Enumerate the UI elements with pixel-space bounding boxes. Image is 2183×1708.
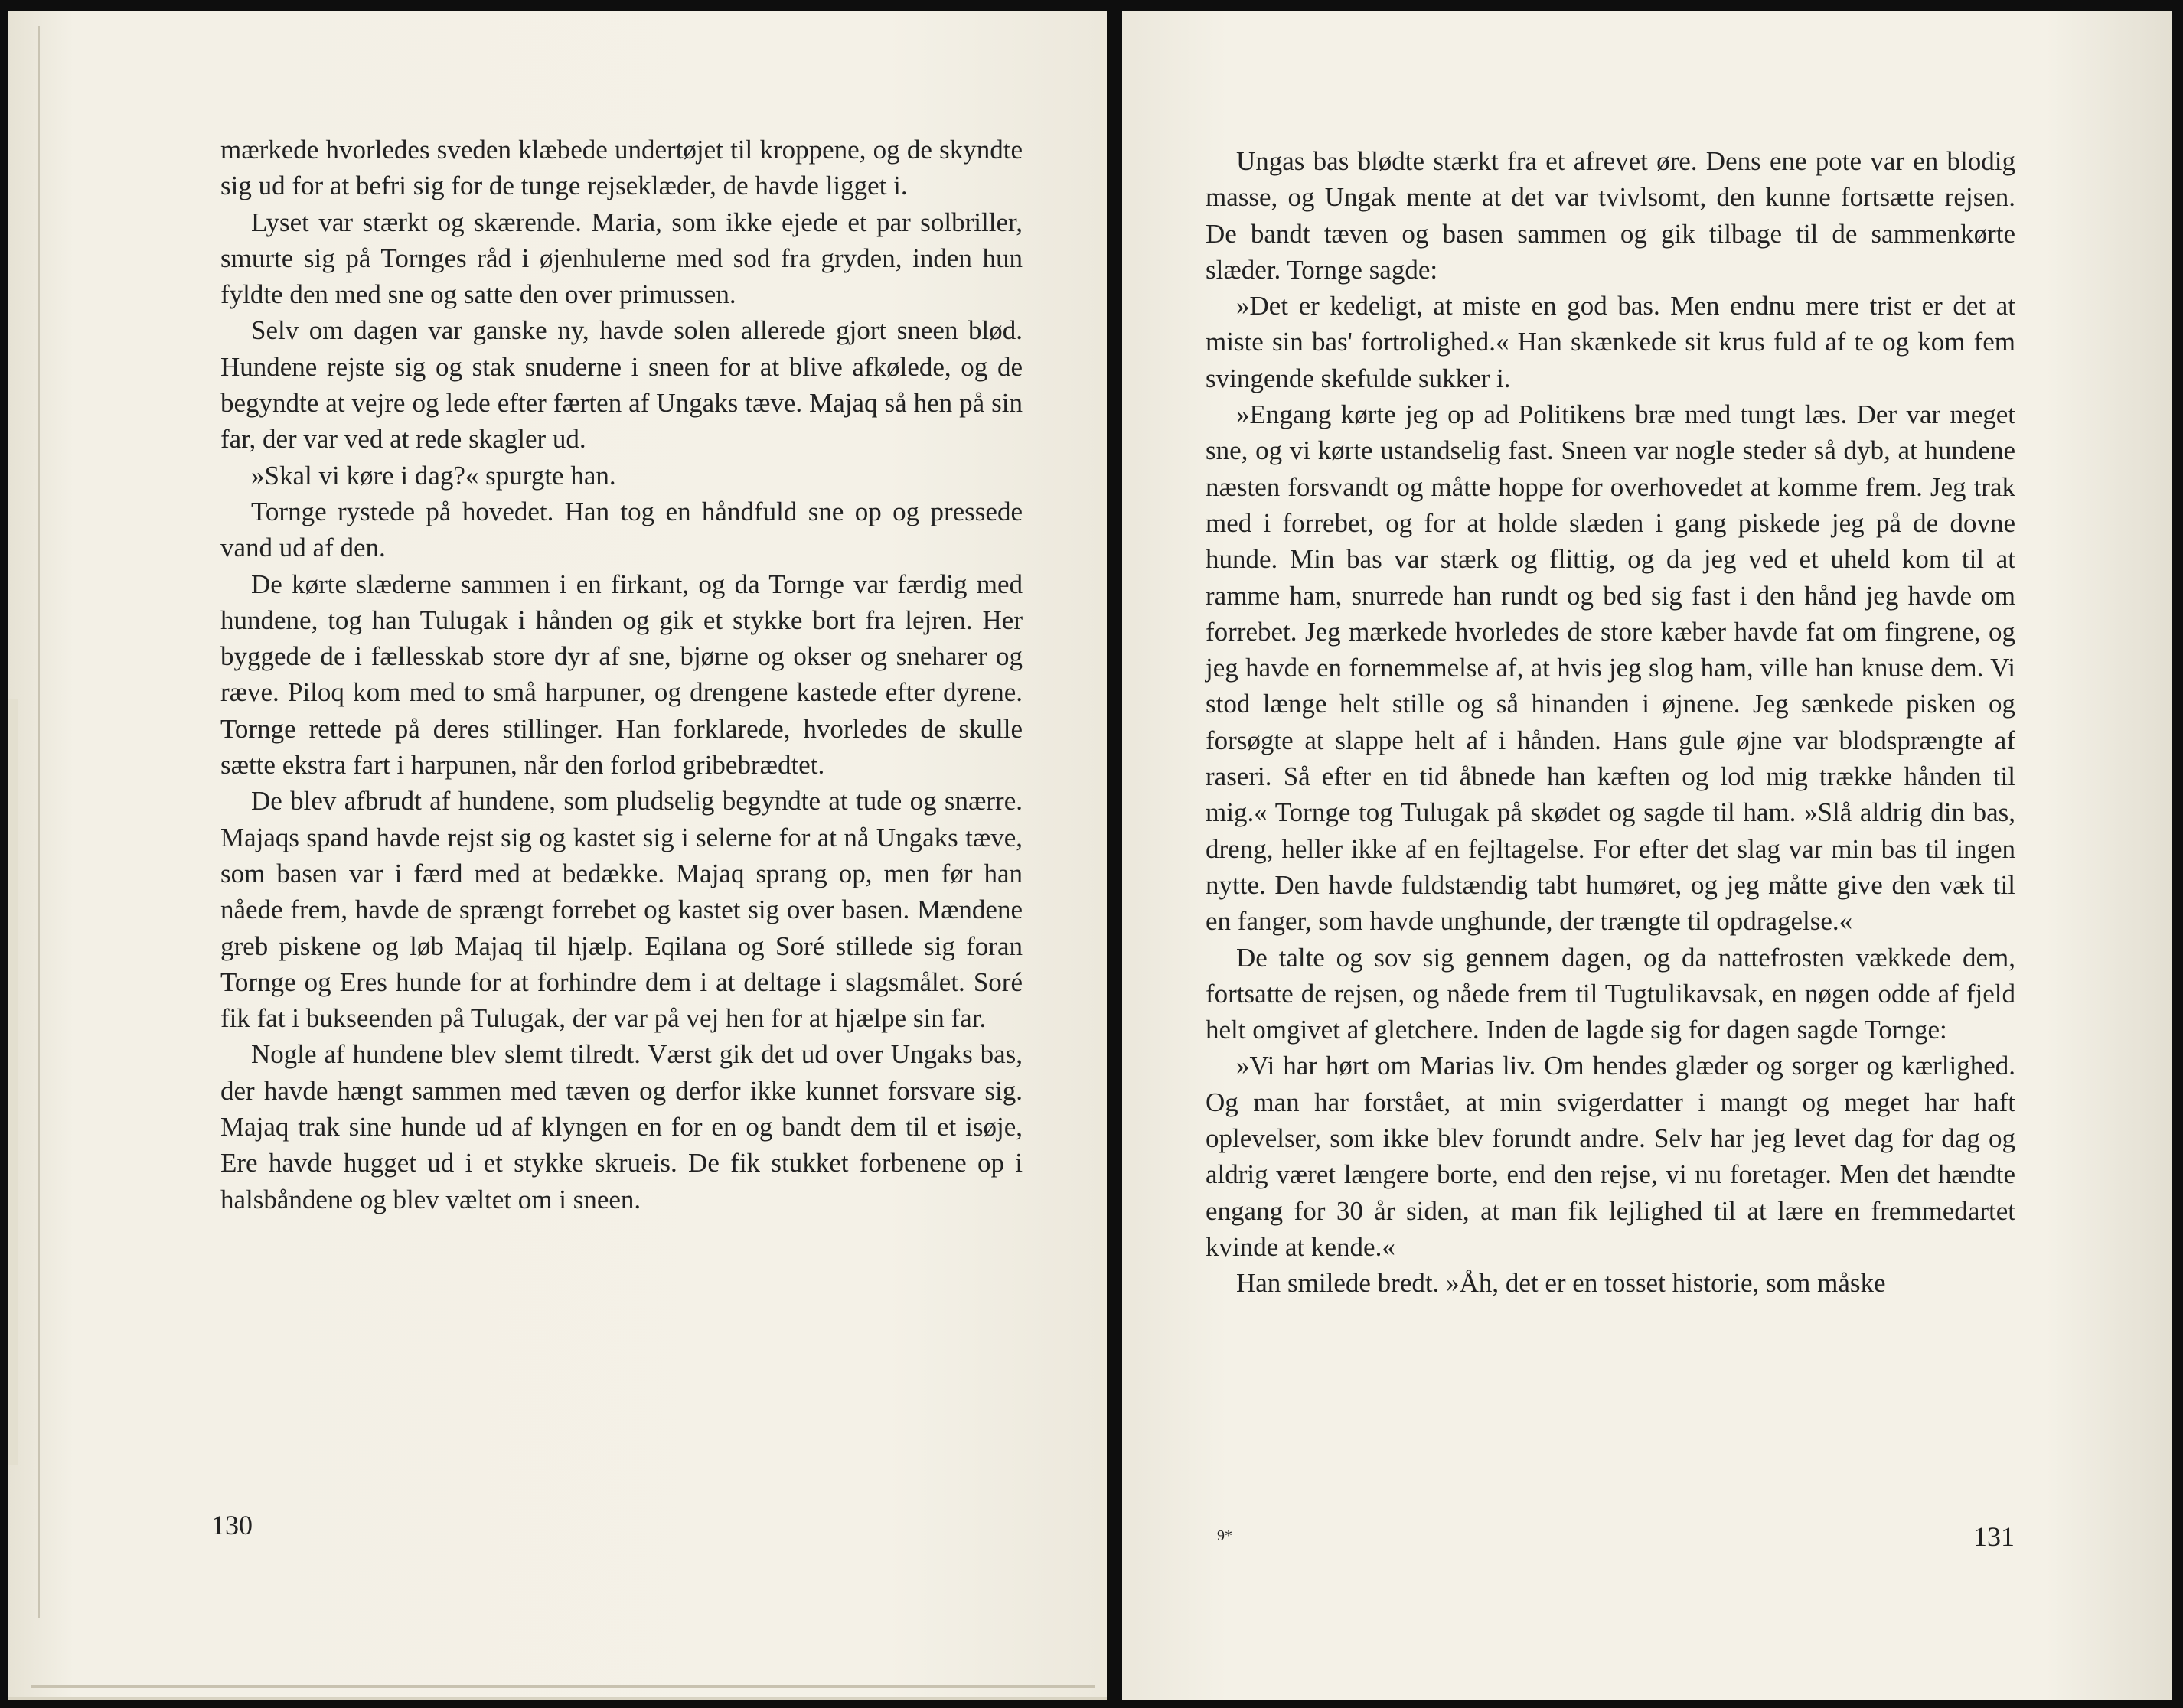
- paragraph: Nogle af hundene blev slemt tilredt. Værst gik det ud over Ungaks bas, der havde hængt sammen med tæven og derfor ikke kunnet forsvare sig. Majaq trak sine hunde ud af klyngen en for en og bandt dem til et isøje, Ere havde hugget ud i et stykke skrueis. De fik stukket forbenene op i halsbåndene og blev væltet om i sneen.: [220, 1039, 1023, 1214]
- paragraph: De talte og sov sig gennem dagen, og da nattefrosten vækkede dem, fortsatte de rejsen, og nåede frem til Tugtulikavsak, en nøgen odde af fjeld helt omgivet af gletchere. Inden de lagde sig for dagen sagde Tornge:: [1206, 942, 2015, 1045]
- page-number: 130: [211, 1510, 253, 1540]
- paragraph: mærkede hvorledes sveden klæbede undertøjet til kroppene, og de skyndte sig ud for at befri sig for de tunge rejseklæder, de havde ligget i.: [220, 135, 1023, 201]
- right-page: [1122, 11, 2172, 1700]
- page-number: 131: [1973, 1521, 2015, 1552]
- paragraph: »Det er kedeligt, at miste en god bas. Men endnu mere trist er det at miste sin bas' fortrolighed.« Han skænkede sit krus fuld af te og kom fem svingende skefulde sukker i.: [1206, 291, 2015, 393]
- paragraph: De blev afbrudt af hundene, som pludselig begyndte at tude og snærre. Majaqs spand havde rejst sig og kastet sig i selerne for at nå Ungaks tæve, som basen var i færd med at bedække. Majaq sprang op, men før han nåede frem, havde de sprængt forrebet og kastet sig over basen. Mændene greb piskene og løb Majaq til hjælp. Eqilana og Soré stillede sig foran Tornge og Eres hunde for at forhindre dem i at deltage i slagsmålet. Soré fik fat i bukseenden på Tulugak, der var på vej hen for at hjælpe sin far.: [220, 786, 1023, 1034]
- paragraph: Selv om dagen var ganske ny, havde solen allerede gjort sneen blød. Hundene rejste sig og stak snuderne i sneen for at blive afkølede, og de begyndte at vejre og lede efter færten af Ungaks tæve. Majaq så hen på sin far, der var ved at rede skagler ud.: [220, 315, 1023, 455]
- paragraph: De kørte slæderne sammen i en firkant, og da Tornge var færdig med hundene, tog han Tulugak i hånden og gik et stykke bort fra lejren. Her byggede de i fællesskab store dyr af sne, bjørne og okser og sneharer og ræve. Piloq kom med to små harpuner, og drengene kastede efter dyrene. Tornge rettede på deres stillinger. Han forklarede, hvorledes de skulle sætte ekstra fart i harpunen, når den forlod gribebrædtet.: [220, 569, 1023, 781]
- paragraph: »Vi har hørt om Marias liv. Om hendes glæder og sorger og kærlighed. Og man har forstået, at min svigerdatter i mangt og meget har haft oplevelser, som ikke blev forundt andre. Selv har jeg levet dag for dag og aldrig været længere borte, end den rejse, vi nu foretager. Men det hændte engang for 30 år siden, at man fik lejlighed til at lære en fremmedartet kvinde at kende.«: [1206, 1051, 2015, 1262]
- paragraph: Han smilede bredt. »Åh, det er en tosset historie, som måske: [1236, 1268, 1886, 1299]
- paragraph: Lyset var stærkt og skærende. Maria, som ikke ejede et par solbriller, smurte sig på Tornges råd i øjenhulerne med sod fra gryden, inden hun fyldte den med sne og satte den over primussen.: [220, 207, 1023, 310]
- left-page-text: [220, 132, 1023, 1217]
- paragraph: »Skal vi køre i dag?« spurgte han.: [251, 460, 616, 491]
- paragraph: »Engang kørte jeg op ad Politikens bræ med tungt læs. Der var meget sne, og vi kørte ustandselig fast. Sneen var nogle steder så dyb, at hundene næsten forsvandt og måtte hoppe for overhovedet at komme frem. Jeg trak med i forrebet, og for at holde slæden i gang piskede jeg på de dovne hunde. Min bas var stærk og flittig, og da jeg ved et uheld kom til at ramme ham, snurrede han rundt og bed sig fast i den hånd jeg havde om forrebet. Jeg mærkede hvorledes de store kæber havde fat om fingrene, og jeg havde en fornemmelse af, at hvis jeg slog ham, ville han knuse dem. Vi stod længe helt stille og så hinanden i øjnene. Jeg sænkede pisken og forsøgte at slappe helt af i hånden. Hans gule øjne var blodsprængte af raseri. Så efter en tid åbnede han kæften og lod mig trække hånden til mig.« Tornge tog Tulugak på skødet og sagde til ham. »Slå aldrig din bas, dreng, heller ikke af en fejltagelse. For efter det slag var min bas til ingen nytte. Den havde fuldstændig tabt humøret, og jeg måtte give den væk til en fanger, som havde unghunde, der trængte til opdragelse.«: [1206, 399, 2015, 937]
- binding-edge: [38, 26, 40, 1618]
- page-fold-shadow: [8, 699, 18, 1465]
- left-page: [8, 11, 1107, 1700]
- right-page-text: [1206, 143, 2015, 1302]
- page-bottom-edge: [31, 1685, 1095, 1688]
- signature-mark: 9*: [1217, 1527, 1232, 1544]
- paragraph: Tornge rystede på hovedet. Han tog en håndfuld sne op og pressede vand ud af den.: [220, 496, 1023, 563]
- paragraph: Ungas bas blødte stærkt fra et afrevet øre. Dens ene pote var en blodig masse, og Ungak mente at det var tvivlsomt, den kunne fortsætte rejsen. De bandt tæven og basen sammen og gik tilbage til de sammenkørte slæder. Tornge sagde:: [1206, 146, 2015, 285]
